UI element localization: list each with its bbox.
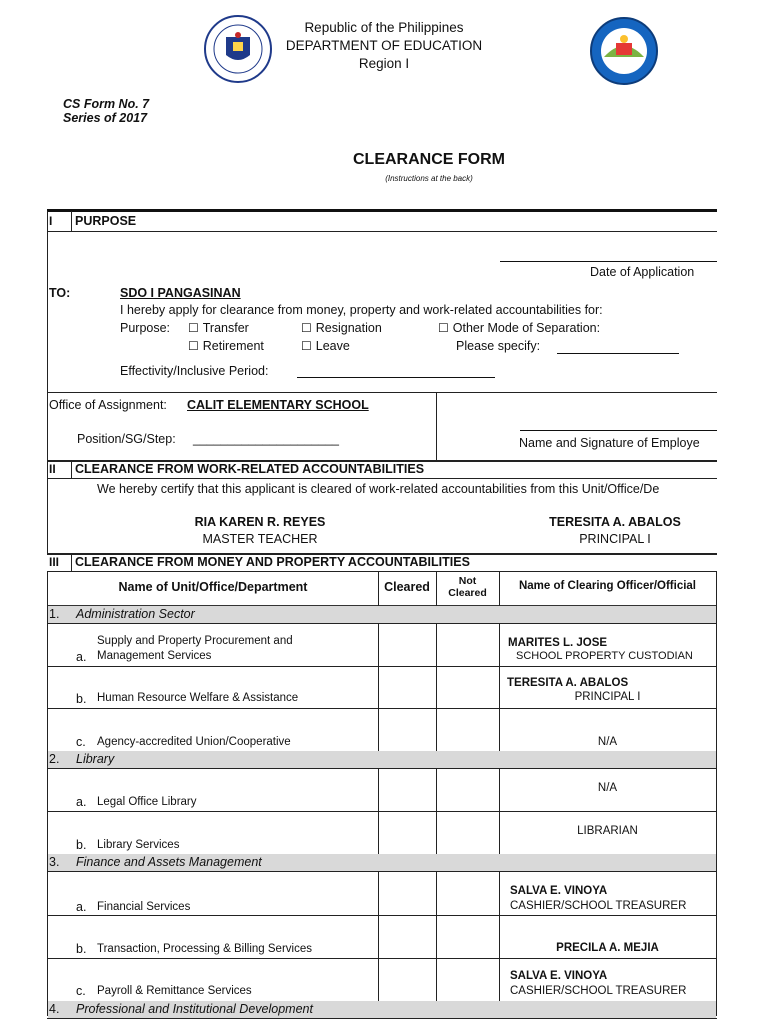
form-title: CLEARANCE FORM <box>353 151 505 168</box>
table-right-border <box>716 571 717 1016</box>
col-header-not-cleared-2: Cleared <box>448 587 487 599</box>
section-i-top-border <box>47 209 717 212</box>
row-letter: b. <box>76 838 87 852</box>
officer-value: N/A <box>597 782 618 794</box>
officer-title: SCHOOL PROPERTY CUSTODIAN <box>516 650 693 662</box>
row-letter: c. <box>76 735 86 749</box>
row-name: Human Resource Welfare & Assistance <box>97 692 299 704</box>
col-divider-cleared <box>378 571 379 1016</box>
row-rule <box>47 811 717 812</box>
work-clearance-statement: We hereby certify that this applicant is cleared of work-related accountabilities from this Unit/Office/De <box>97 482 660 496</box>
category-name: Library <box>76 752 115 766</box>
office-of-assignment-value: CALIT ELEMENTARY SCHOOL <box>187 398 369 412</box>
row-letter: a. <box>76 650 87 664</box>
please-specify-label: Please specify: <box>456 339 541 353</box>
effectivity-blank[interactable] <box>297 377 495 378</box>
option-transfer-checkbox[interactable]: ☐ Transfer <box>188 321 249 335</box>
section-i-title: PURPOSE <box>75 214 137 228</box>
table-left-border <box>47 571 48 1016</box>
department-line: DEPARTMENT OF EDUCATION <box>285 38 483 53</box>
office-row-top-rule <box>47 392 717 393</box>
row-letter: c. <box>76 984 86 998</box>
form-subtitle: (Instructions at the back) <box>385 174 473 183</box>
form-series: Series of 2017 <box>63 111 148 125</box>
officer-name: TERESITA A. ABALOS <box>507 677 629 689</box>
section-i-left-border <box>47 211 48 461</box>
col-header-officer: Name of Clearing Officer/Official <box>518 580 696 592</box>
position-label: Position/SG/Step: <box>77 432 176 446</box>
section-ii-title-rule <box>47 478 717 479</box>
row-name-line1: Supply and Property Procurement and <box>97 635 293 647</box>
purpose-label: Purpose: <box>120 321 171 335</box>
row-rule <box>47 666 717 667</box>
category-number: 4. <box>49 1002 60 1016</box>
section-i-title-rule <box>47 231 717 232</box>
row-rule <box>47 768 717 769</box>
signer2-title: PRINCIPAL I <box>579 532 651 546</box>
row-name: Financial Services <box>97 901 191 913</box>
category-number: 2. <box>49 752 60 766</box>
row-letter: a. <box>76 900 87 914</box>
row-name: Transaction, Processing & Billing Services <box>97 943 312 955</box>
position-blank[interactable]: _____________________ <box>193 432 339 446</box>
section-ii-number: II <box>49 462 56 476</box>
col-header-unit: Name of Unit/Office/Department <box>118 580 308 594</box>
row-rule <box>47 915 717 916</box>
row-name-line2: Management Services <box>97 650 212 662</box>
officer-name: MARITES L. JOSE <box>508 637 608 649</box>
officer-name: SALVA E. VINOYA <box>510 970 608 982</box>
row-name: Library Services <box>97 839 180 851</box>
col-divider-not-cleared <box>436 571 437 1016</box>
please-specify-blank[interactable] <box>557 353 679 354</box>
row-rule <box>47 623 717 624</box>
option-other-checkbox[interactable]: ☐ Other Mode of Separation: <box>438 321 600 335</box>
section-iii-number: III <box>49 555 60 569</box>
to-value: SDO I PANGASINAN <box>120 286 241 300</box>
effectivity-label: Effectivity/Inclusive Period: <box>120 364 269 378</box>
section-ii-title: CLEARANCE FROM WORK-RELATED ACCOUNTABILITIES <box>75 462 425 476</box>
employee-signature-label: Name and Signature of Employe <box>519 436 700 450</box>
option-leave-checkbox[interactable]: ☐ Leave <box>301 339 350 353</box>
employee-signature-line <box>520 430 717 431</box>
section-ii-num-divider <box>71 461 72 478</box>
category-band <box>48 751 716 768</box>
signer1-name: RIA KAREN R. REYES <box>194 515 326 529</box>
row-rule <box>47 708 717 709</box>
signer1-title: MASTER TEACHER <box>202 532 318 546</box>
region-line: Region I <box>358 56 410 71</box>
section-i-num-divider <box>71 211 72 231</box>
section-iii-num-divider <box>71 554 72 571</box>
office-row-divider <box>436 392 437 460</box>
row-letter: a. <box>76 795 87 809</box>
col-header-cleared: Cleared <box>384 580 430 594</box>
republic-line: Republic of the Philippines <box>304 20 464 35</box>
signer2-name: TERESITA A. ABALOS <box>549 515 681 529</box>
category-name: Administration Sector <box>76 607 195 621</box>
row-rule <box>47 871 717 872</box>
category-name: Professional and Institutional Development <box>76 1002 313 1016</box>
officer-title: PRINCIPAL I <box>574 691 641 703</box>
officer-value: N/A <box>597 736 618 748</box>
officer-value: LIBRARIAN <box>577 825 638 837</box>
officer-title: CASHIER/SCHOOL TREASURER <box>510 985 687 997</box>
row-name: Payroll & Remittance Services <box>97 985 252 997</box>
row-name: Agency-accredited Union/Cooperative <box>97 736 291 748</box>
section-iii-title: CLEARANCE FROM MONEY AND PROPERTY ACCOUNTABILITIES <box>75 555 470 569</box>
row-rule <box>47 958 717 959</box>
option-resignation-checkbox[interactable]: ☐ Resignation <box>301 321 382 335</box>
officer-name: PRECILA A. MEJIA <box>556 942 659 954</box>
section-i-number: I <box>49 214 53 228</box>
category-number: 3. <box>49 855 60 869</box>
date-signature-line <box>500 261 717 262</box>
form-number: CS Form No. 7 <box>63 97 150 111</box>
row-letter: b. <box>76 942 87 956</box>
row-name: Legal Office Library <box>97 796 197 808</box>
row-letter: b. <box>76 692 87 706</box>
col-header-not-cleared-1: Not <box>458 575 477 587</box>
row-rule <box>47 1018 717 1019</box>
officer-name: SALVA E. VINOYA <box>510 885 608 897</box>
to-label: TO: <box>49 286 71 300</box>
section-ii-left-border <box>47 461 48 553</box>
category-name: Finance and Assets Management <box>76 855 262 869</box>
category-number: 1. <box>49 607 60 621</box>
date-of-application-label: Date of Application <box>590 265 695 279</box>
clearance-statement: I hereby apply for clearance from money, property and work-related accountabilities for: <box>120 303 603 317</box>
office-of-assignment-label: Office of Assignment: <box>49 398 167 412</box>
sdo-pangasinan-seal-logo <box>590 17 658 85</box>
officer-title: CASHIER/SCHOOL TREASURER <box>510 900 687 912</box>
option-retirement-checkbox[interactable]: ☐ Retirement <box>188 339 264 353</box>
